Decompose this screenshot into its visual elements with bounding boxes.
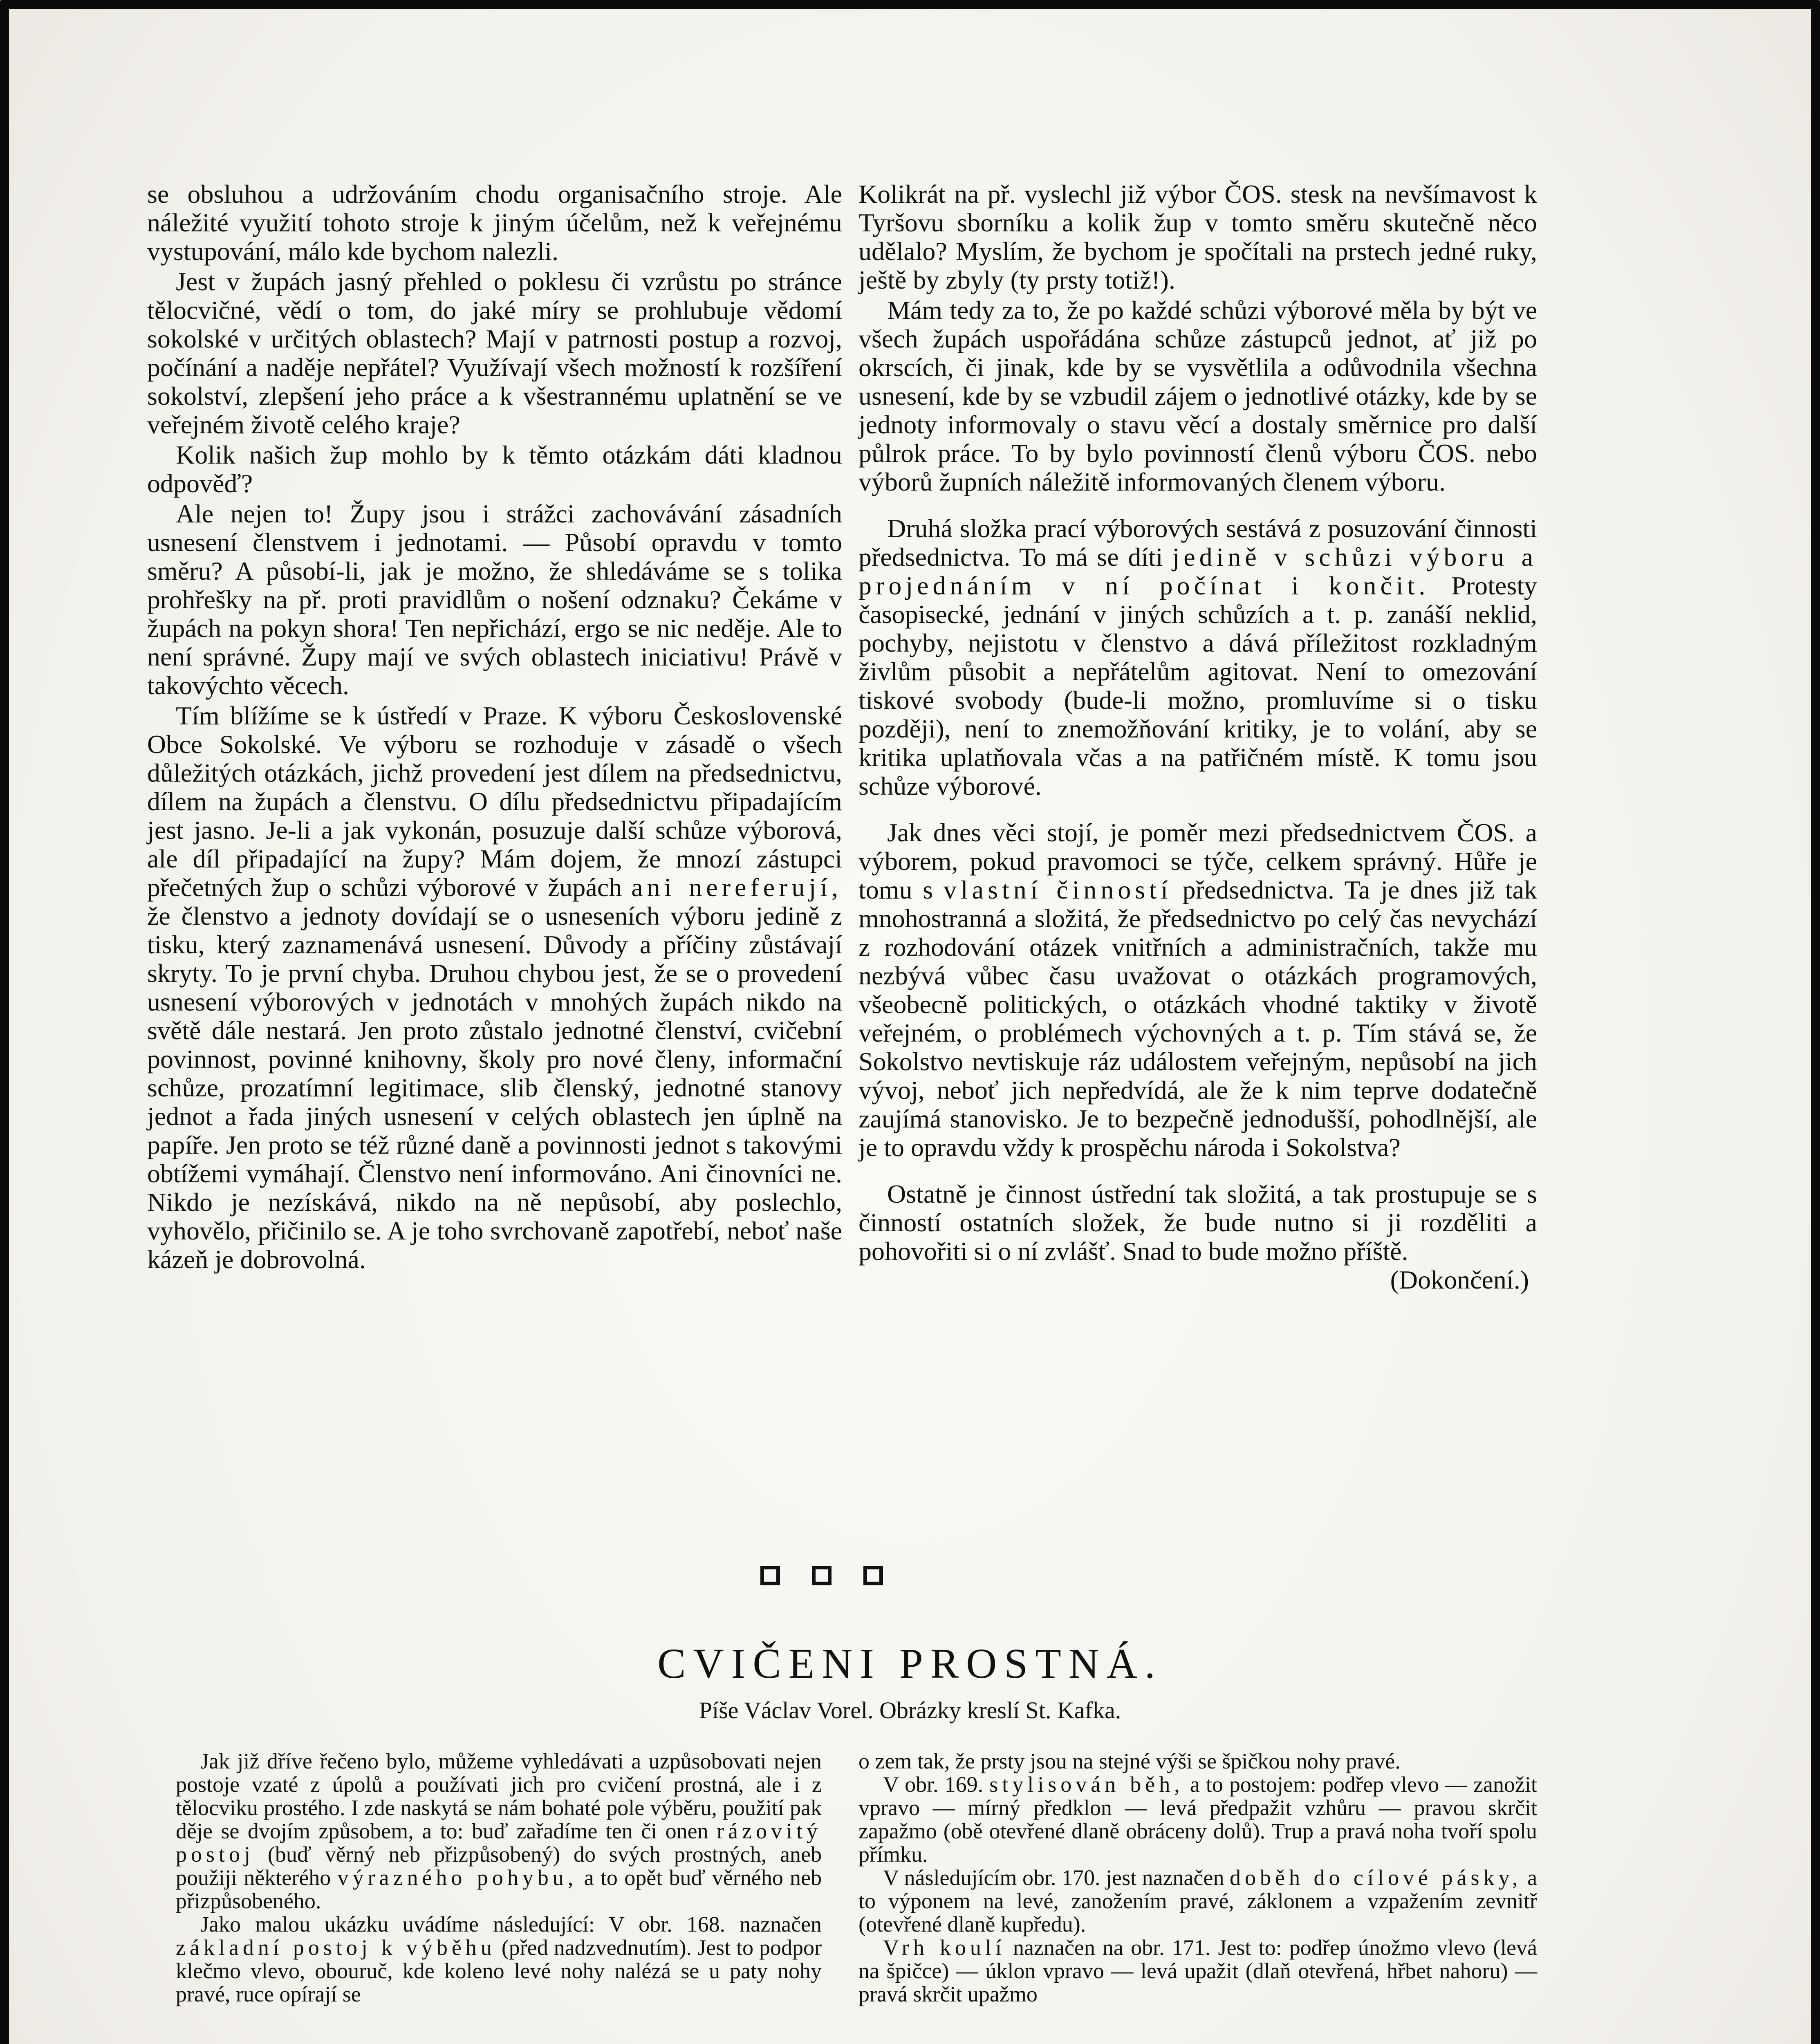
paragraph: Ale nejen to! Župy jsou i strážci zachovávání zásadních usnesení členstvem i jednotami. — Působí opravdu v tomto směru? A působí-li, jak je možno, že shledáváme se s tolika prohřešky na př. proti pravidlům o nošení odznaku? Čekáme v župách na pokyn shora! Ten nepřichází, ergo se nic neděje. Ale to není správné. Župy mají ve svých oblastech iniciativu! Právě v takovýchto věcech. — [147, 499, 842, 700]
right-column — [858, 180, 1537, 1296]
paragraph: Vrh koulí naznačen na obr. 171. Jest to: podřep únožmo vlevo (levá na špičce) — úklon vpravo — levá upažit (dlaň otevřená, hřbet nahoru) — pravá skrčit upažmo — [858, 1935, 1537, 2006]
paragraph: Mám tedy za to, že po každé schůzi výborové měla by být ve všech župách uspořádána schůze zástupců jednot, ať již po okrscích, či jinak, kde by se vysvětlila a odůvodnila všechna usnesení, kde by se vzbudil zájem o jednotlivé otázky, kde by se jednoty informovaly o stavu věcí a dostaly směrnice pro další půlrok práce. To by bylo povinností členů výboru ČOS. nebo výborů župních náležitě informovaných členem výboru. — [858, 296, 1537, 496]
article-right-column — [858, 1750, 1537, 2006]
article-left-column — [176, 1750, 822, 2006]
square-ornament-icon — [863, 1566, 883, 1585]
paragraph: se obsluhou a udržováním chodu organisačního stroje. Ale náležité využití tohoto stroje k jiným účelům, než k veřejnému vystupování, málo kde bychom nalezli. — [147, 179, 842, 266]
paragraph: Jak již dříve řečeno bylo, můžeme vyhledávati a uzpůsobovati nejen postoje vzaté z úpolů a používati jich pro cvičení prostná, ale i z tělocviku prostého. I zde naskytá se nám bohaté pole výběru, použití pak děje se dvojím způsobem, a to: buď zařadíme ten či onen rázovitý postoj (buď věrný neb přizpůsobený) do svých prostných, aneb použiji některého výrazného pohybu, a to opět buď věrného neb přizpůsobeného. — [176, 1749, 822, 1913]
paragraph: Jako malou ukázku uvádíme následující: V obr. 168. naznačen základní postoj k výběhu (před nadzvednutím). Jest to podpor klečmo vlevo, obouruč, kde koleno levé nohy nalézá se u paty nohy pravé, ruce opírají se — [176, 1912, 822, 2006]
paragraph: Ostatně je činnost ústřední tak složitá, a tak prostupuje se s činností ostatních složek, že bude nutno si ji rozděliti a pohovořiti si o ní zvlášť. Snad to bude možno příště. (Dokončení.) — [858, 1179, 1537, 1294]
section-divider-ornament — [760, 1566, 883, 1590]
paragraph: V následujícím obr. 170. jest naznačen doběh do cílové pásky, a to výponem na levé, zanožením pravé, záklonem a vzpažením zevnitř (otevřené dlaně kupředu). — [858, 1865, 1538, 1936]
paragraph: o zem tak, že prsty jsou na stejné výši se špičkou nohy pravé. — [858, 1749, 1401, 1773]
square-ornament-icon — [760, 1566, 780, 1585]
article-title: CVIČENI PROSTNÁ. — [657, 1640, 1163, 1687]
square-ornament-icon — [812, 1566, 832, 1585]
paragraph: Jest v župách jasný přehled o poklesu či vzrůstu po stránce tělocvičné, vědí o tom, do jaké míry se prohlubuje vědomí sokolské v určitých oblastech? Mají v patrnosti postup a rozvoj, počínání a naděje nepřátel? Využívají všech možností k rozšíření sokolství, zlepšení jeho práce a k všestrannému uplatnění se ve veřejném životě celého kraje? — [147, 267, 842, 439]
paragraph: Kolik našich žup mohlo by k těmto otázkám dáti kladnou odpověď? — [147, 440, 842, 498]
paragraph: Kolikrát na př. vyslechl již výbor ČOS. stesk na nevšímavost k Tyršovu sborníku a kolik žup v tomto směru skutečně něco udělalo? Myslím, že bychom je spočítali na prstech jedné ruky, ještě by zbyly (ty prsty totiž!). — [858, 179, 1537, 294]
paragraph: V obr. 169. stylisován běh, a to postojem: podřep vlevo — zanožit vpravo — mírný předklon — levá předpažit vzhůru — pravou skrčit zapažmo (obě otevřené dlaně obráceny dolů). Trup a pravá noha tvoří spolu přímku. — [858, 1772, 1537, 1867]
continuation-note: (Dokončení.) — [1390, 1265, 1529, 1294]
left-column — [147, 180, 842, 1275]
paragraph: Druhá složka prací výborových sestává z posuzování činnosti předsednictva. To má se díti jedině v schůzi výboru a projednáním v ní počínat i končit. Protesty časopisecké, jednání v jiných schůzích a t. p. zanáší neklid, pochyby, nejistotu v členstvo a dává příležitost rozkladným živlům působit a nepřátelům agitovat. Není to omezování tiskové svobody (bude-li možno, promluvíme si o tisku později), není to znemožňování kritiky, je to volání, aby se kritika uplatňovala včas a na patřičném místě. K tomu jsou schůze výborové. — [858, 514, 1538, 800]
paragraph: Jak dnes věci stojí, je poměr mezi předsednictvem ČOS. a výborem, pokud pravomoci se týče, celkem správný. Hůře je tomu s vlastní činností předsednictva. Ta je dnes již tak mnohostranná a složitá, že předsednictvo po celý čas nevychází z rozhodování otázek vnitřních a administračních, takže mu nezbývá vůbec času uvažovat o otázkách programových, všeobecně politických, o otázkách vhodné taktiky v životě veřejném, o problémech výchovných a t. p. Tím stává se, že Sokolstvo nevtiskuje ráz událostem veřejným, nepůsobí na jich vývoj, neboť jich nepředvídá, ale že k nim teprve dodatečně zaujímá stanovisko. Je to bezpečně jednodušší, pohodlnější, ale je to opravdu vždy k prospěchu národa i Sokolstva? — [858, 818, 1538, 1162]
article-byline: Píše Václav Vorel. Obrázky kreslí St. Kafka. — [699, 1697, 1121, 1724]
paragraph: Tím blížíme se k ústředí v Praze. K výboru Československé Obce Sokolské. Ve výboru se rozhoduje v zásadě o všech důležitých otázkách, jichž provedení jest dílem na předsednictvu, dílem na župách a členstvu. O dílu předsednictvu připadajícím jest jasno. Je-li a jak vykonán, posuzuje další schůze výborová, ale díl připadající na župy? Mám dojem, že mnozí zástupci přečetných žup o schůzi výborové v župách ani nereferují, že členstvo a jednoty dovídají se o usneseních výboru jedině z tisku, který zaznamenává usnesení. Důvody a příčiny zůstávají skryty. To je první chyba. Druhou chybou jest, že se o provedení usnesení výborových v jednotách v mnohých župách nikdo na světě dále nestará. Jen proto zůstalo jednotné členství, cvičební povinnost, povinné knihovny, školy pro nové členy, informační schůze, prozatímní legitimace, slib členský, jednotné stanovy jednot a řada jiných usnesení v celých oblastech jen úplně na papíře. Jen proto se též různé daně a povinnosti jednot s takovými obtížemi vymáhají. Členstvo není informováno. Ani činovníci ne. Nikdo je nezískává, nikdo na ně nepůsobí, aby poslechlo, vyhovělo, přičinilo se. A je toho svrchovaně zapotřebí, neboť naše kázeň je dobrovolná. — [147, 701, 843, 1274]
